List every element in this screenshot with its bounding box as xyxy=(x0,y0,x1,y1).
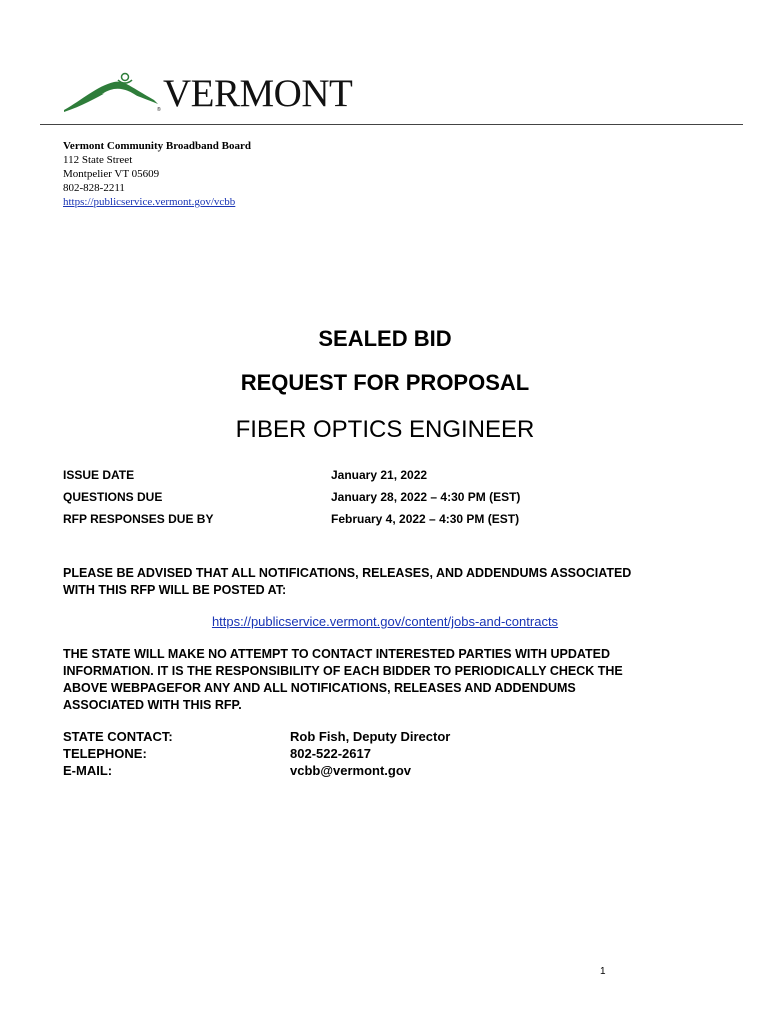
mountain-icon xyxy=(64,82,158,112)
city-state-zip: Montpelier VT 05609 xyxy=(63,168,160,180)
notice-line: PLEASE BE ADVISED THAT ALL NOTIFICATIONS, RELEASES, AND ADDENDUMS ASSOCIATED xyxy=(63,566,632,580)
contact-row xyxy=(63,728,663,745)
header-divider xyxy=(40,124,743,125)
key-dates-table xyxy=(63,468,663,534)
date-row xyxy=(63,512,663,534)
date-value: January 28, 2022 – 4:30 PM (EST) xyxy=(331,490,521,504)
contact-block xyxy=(63,728,663,779)
vcbb-website-link[interactable]: https://publicservice.vermont.gov/vcbb xyxy=(63,196,236,208)
date-value: February 4, 2022 – 4:30 PM (EST) xyxy=(331,512,520,526)
street-address: 112 State Street xyxy=(63,154,133,166)
title-rfp: REQUEST FOR PROPOSAL xyxy=(240,370,530,395)
contact-email[interactable]: vcbb@vermont.gov xyxy=(290,763,412,778)
contact-row xyxy=(63,745,663,762)
page-number: 1 xyxy=(600,966,606,977)
date-label: ISSUE DATE xyxy=(63,468,135,482)
contact-label: E-MAIL: xyxy=(63,763,113,778)
jobs-and-contracts-link[interactable]: https://publicservice.vermont.gov/content/jobs-and-contracts xyxy=(211,614,559,629)
contact-label: STATE CONTACT: xyxy=(63,729,173,744)
title-sealed-bid: SEALED BID xyxy=(318,326,452,351)
date-row xyxy=(63,490,663,512)
org-name: Vermont Community Broadband Board xyxy=(63,140,251,152)
notice-line: ABOVE WEBPAGEFOR ANY AND ALL NOTIFICATIONS, RELEASES AND ADDENDUMS xyxy=(63,681,576,695)
notice-line: WITH THIS RFP WILL BE POSTED AT: xyxy=(63,583,287,597)
contact-value: Rob Fish, Deputy Director xyxy=(290,729,451,744)
notice-paragraph-posting xyxy=(63,565,713,599)
phone-number: 802-828-2211 xyxy=(63,182,125,194)
address-block xyxy=(63,139,251,209)
notice-paragraph-responsibility xyxy=(63,646,713,714)
notice-line: INFORMATION. IT IS THE RESPONSIBILITY OF EACH BIDDER TO PERIODICALLY CHECK THE xyxy=(63,664,623,678)
svg-text:®: ® xyxy=(157,107,161,113)
title-position: FIBER OPTICS ENGINEER xyxy=(235,416,535,443)
date-label: RFP RESPONSES DUE BY xyxy=(63,512,214,526)
notice-line: ASSOCIATED WITH THIS RFP. xyxy=(63,698,242,712)
notice-line: THE STATE WILL MAKE NO ATTEMPT TO CONTACT INTERESTED PARTIES WITH UPDATED xyxy=(63,647,610,661)
posting-link-container xyxy=(0,614,770,629)
date-row xyxy=(63,468,663,490)
date-label: QUESTIONS DUE xyxy=(63,490,163,504)
contact-value: 802-522-2617 xyxy=(290,746,371,761)
sun-icon xyxy=(122,74,129,81)
date-value: January 21, 2022 xyxy=(331,468,428,482)
logo-wordmark: VERMONT xyxy=(163,72,353,115)
contact-row xyxy=(63,762,663,779)
contact-label: TELEPHONE: xyxy=(63,746,147,761)
